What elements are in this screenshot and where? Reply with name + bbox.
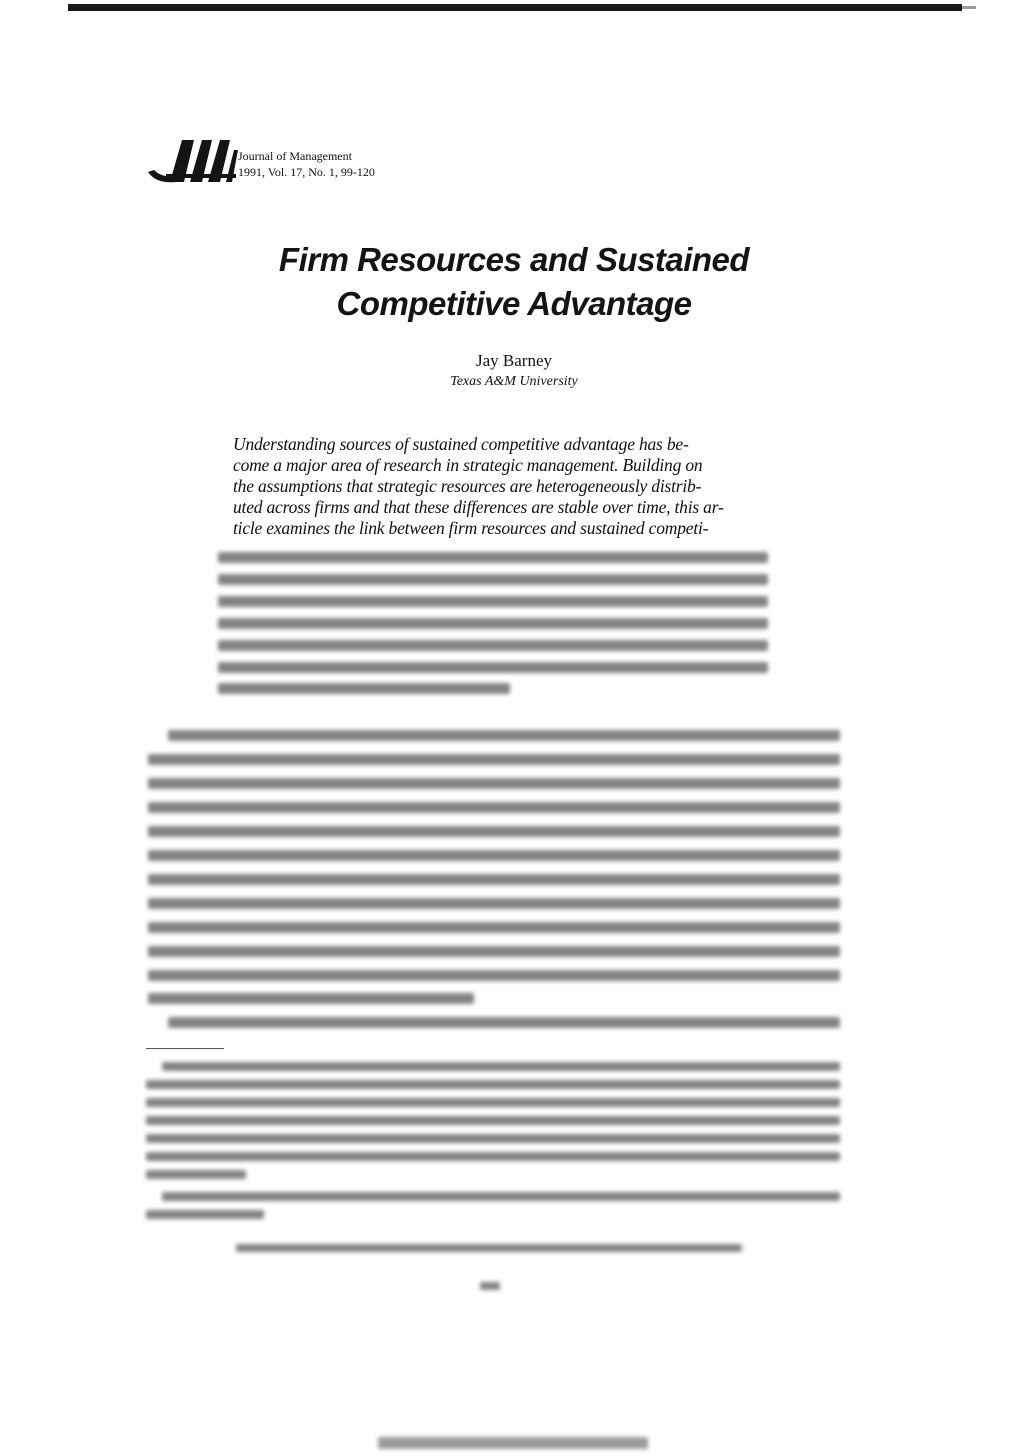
blurred-text-line <box>146 1210 264 1219</box>
blurred-text-line <box>218 552 768 563</box>
blurred-text-line <box>218 596 768 607</box>
abstract-line: ticle examines the link between firm resources and sustained competi- <box>233 518 709 538</box>
blurred-text-line <box>148 946 840 957</box>
blurred-text-line <box>146 1152 840 1161</box>
blurred-text-line <box>162 1192 840 1201</box>
blurred-text-line <box>218 618 768 629</box>
blurred-text-line <box>162 1062 840 1071</box>
blurred-text-line <box>148 778 840 789</box>
blurred-text-line <box>148 754 840 765</box>
journal-volume: 1991, Vol. 17, No. 1, 99-120 <box>238 165 375 179</box>
footnote-divider <box>146 1048 224 1049</box>
blurred-text-line <box>218 683 510 694</box>
abstract-line: Understanding sources of sustained competitive advantage has be- <box>233 434 689 454</box>
abstract-line: uted across firms and that these differences are stable over time, this ar- <box>233 497 724 517</box>
blurred-text-line <box>148 850 840 861</box>
abstract-line: come a major area of research in strategic management. Building on <box>233 455 703 475</box>
blurred-text-line <box>148 898 840 909</box>
journal-citation-block <box>238 148 375 180</box>
page-number-blurred <box>480 1282 500 1290</box>
blurred-text-line <box>146 1080 840 1089</box>
blurred-text-line <box>218 574 768 585</box>
journal-name: Journal of Management <box>238 149 352 163</box>
blurred-text-line <box>218 662 768 673</box>
blurred-text-line <box>146 1116 840 1125</box>
top-scan-border-tail <box>962 6 976 9</box>
blurred-text-line <box>146 1134 840 1143</box>
abstract-line: the assumptions that strategic resources are heterogeneously distrib- <box>233 476 702 496</box>
article-title <box>0 238 1028 326</box>
blurred-text-line <box>148 802 840 813</box>
blurred-text-line <box>218 640 768 651</box>
author-affiliation: Texas A&M University <box>450 374 578 389</box>
blurred-text-line <box>148 826 840 837</box>
abstract <box>233 434 769 539</box>
blurred-text-line <box>148 922 840 933</box>
watermark-blurred <box>378 1437 648 1449</box>
blurred-text-line <box>148 993 474 1004</box>
copyright-line-blurred <box>236 1244 742 1252</box>
blurred-text-line <box>146 1098 840 1107</box>
blurred-text-line <box>146 1170 246 1179</box>
blurred-text-line <box>148 874 840 885</box>
author-name: Jay Barney <box>475 351 552 370</box>
article-title-line-1: Firm Resources and Sustained <box>278 241 750 278</box>
journal-logo <box>146 136 240 188</box>
blurred-text-line <box>168 730 840 741</box>
blurred-text-line <box>168 1017 840 1028</box>
blurred-text-line <box>148 970 840 981</box>
top-scan-border <box>68 4 962 11</box>
article-title-line-2: Competitive Advantage <box>336 285 692 322</box>
